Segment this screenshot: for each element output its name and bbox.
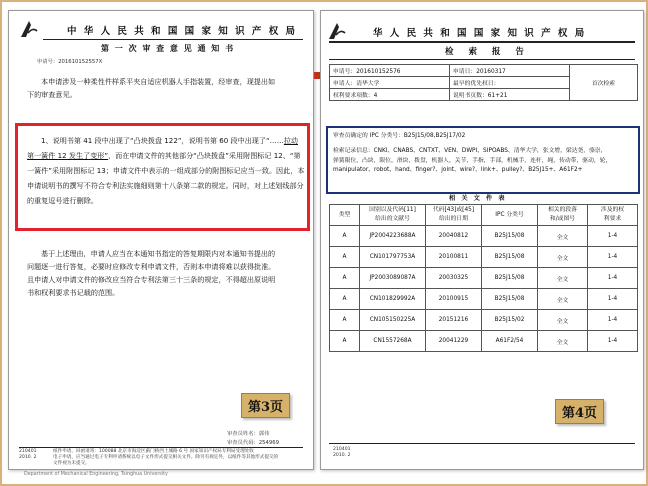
ipc-classification: 审查员确定的 IPC 分类号：B25J15/08,B25J17/02 — [333, 133, 466, 139]
table-row — [330, 331, 638, 352]
cell-paragraphs: 全文 — [538, 331, 588, 352]
cell-paragraphs: 全文 — [538, 289, 588, 310]
related-docs-header: 相 关 文 件 表 — [449, 195, 507, 202]
column-header: IPC 分类号 — [482, 205, 538, 226]
cell-claims: 1-4 — [588, 289, 638, 310]
cell-claims: 1-4 — [588, 268, 638, 289]
office-action-page — [8, 10, 314, 470]
search-record-line: manipulator、robot、hand、finger?、joint、wire?、link+、pulley?、B25J15+、A61F2+ — [333, 167, 583, 173]
cell-type: A — [330, 268, 360, 289]
table-row — [330, 289, 638, 310]
notice-line: 文件视为未提交。 — [53, 461, 90, 466]
intro-paragraph — [27, 75, 311, 101]
cell-spec-pages: 说明书页数：61+21 — [450, 89, 570, 101]
page-label-4: 第4页 — [555, 399, 604, 424]
column-header: 相关的段落 和/或图号 — [538, 205, 588, 226]
closing-line: 书和权利要求书记载的范围。 — [27, 288, 120, 297]
table-row — [330, 310, 638, 331]
cell-type: A — [330, 247, 360, 268]
cell-search-type: 首次检索 — [570, 65, 638, 101]
cell-doc-number: JP2003089087A — [360, 268, 426, 289]
footer-rule — [19, 447, 303, 448]
cell-paragraphs: 全文 — [538, 226, 588, 247]
form-date: 2010. 2 — [19, 455, 37, 460]
closing-paragraph — [27, 247, 311, 299]
closing-line: 且申请人对申请文件的修改应当符合专利法第三十三条的规定，不得超出原说明 — [27, 275, 276, 284]
cell-ipc: A61F2/54 — [482, 331, 538, 352]
table-header-row — [330, 205, 638, 226]
form-code: 210401 — [333, 447, 351, 452]
highlight-box-red — [15, 123, 310, 231]
page-label-3: 第3页 — [241, 393, 290, 418]
form-code-block — [19, 449, 37, 461]
cnipa-logo-icon — [19, 19, 39, 39]
table-row — [330, 226, 638, 247]
cell-claims-count: 权利要求项数：4 — [330, 89, 450, 101]
opinion-text-rest: ，而在申请文件的其他部分“凸块拨盘”采用附图标记 12、“第一簧件”采用附图标记 13；申请文件中表示的一组成部分的附图标记应当一致。因此，本申请说明书的撰写不符合专利法实施细则第十八条第二款的规定。同时，对上述划线部分的重复逗号进行删除。 — [27, 151, 305, 205]
examiner-code: 审查员代码：254969 — [227, 440, 280, 446]
underlined-passage: 拉动第一簧件 12 发生了变形” — [27, 136, 299, 160]
cell-ipc: B25J15/08 — [482, 268, 538, 289]
report-title: 检 索 报 告 — [445, 47, 530, 57]
org-title: 华 人 民 共 和 国 国 家 知 识 产 权 局 — [373, 28, 587, 39]
intro-line: 下的审查意见。 — [27, 90, 77, 99]
cnipa-logo-icon — [327, 21, 347, 41]
notice-line: 电子申请，应当通过电子专利申请系统以电子文件形式提交相关文件。除另有规定外，以纸件等其他形式提交的 — [53, 455, 279, 460]
header-rule — [43, 39, 303, 40]
cell-paragraphs: 全文 — [538, 268, 588, 289]
cell-ipc: B25J15/02 — [482, 310, 538, 331]
cell-date: 20030325 — [426, 268, 482, 289]
cell-date: 20151216 — [426, 310, 482, 331]
cell-claims: 1-4 — [588, 226, 638, 247]
cell-date: 20100915 — [426, 289, 482, 310]
cell-type: A — [330, 289, 360, 310]
department-caption: Department of Mechanical Engineering, Tsinghua University — [24, 472, 168, 477]
cell-date: 20041229 — [426, 331, 482, 352]
cell-type: A — [330, 310, 360, 331]
mailing-notice — [53, 449, 278, 467]
table-row — [330, 247, 638, 268]
org-title: 中 华 人 民 共 和 国 国 家 知 识 产 权 局 — [67, 26, 297, 37]
cell-claims: 1-4 — [588, 331, 638, 352]
cell-claims: 1-4 — [588, 247, 638, 268]
search-record-line: 弹簧限位，凸块，限位，滑块，拨盘，机器人，关节，手指，手部，机械手，连杆，绳，传动带，驱动，轮， — [333, 157, 612, 164]
closing-line: 问题逐一进行答复，必要时应修改专利申请文件，否则本申请将难以获得批准。 — [27, 262, 276, 271]
column-header: 代码[43]或[45] 给出的日期 — [426, 205, 482, 226]
cell-ipc: B25J15/08 — [482, 289, 538, 310]
cell-priority-date: 最早的优先权日： — [450, 77, 570, 89]
form-code: 210401 — [19, 449, 37, 454]
application-number: 申请号：201610152557X — [37, 59, 103, 65]
cell-paragraphs: 全文 — [538, 310, 588, 331]
cell-claims: 1-4 — [588, 310, 638, 331]
cell-date: 20100811 — [426, 247, 482, 268]
cell-type: A — [330, 226, 360, 247]
intro-line: 本申请涉及一种柔性件样系平夹自适应机器人手指装置，经审查，现提出如 — [41, 77, 276, 86]
title-rule — [329, 59, 635, 60]
table-row — [330, 65, 638, 77]
footer-rule — [329, 443, 635, 444]
search-record-line: 检索记录信息：CNKI、CNABS、CNTXT、VEN、DWPI、SIPOABS、清华大学，张文增，梁达尧，骆崇， — [333, 148, 607, 154]
cell-filing-date: 申请日：20160317 — [450, 65, 570, 77]
cell-date: 20040812 — [426, 226, 482, 247]
cell-doc-number: JP2004223688A — [360, 226, 426, 247]
cell-doc-number: CN101797753A — [360, 247, 426, 268]
table-row — [330, 268, 638, 289]
search-report-page — [320, 10, 644, 470]
form-code-block — [333, 447, 351, 459]
closing-line: 基于上述理由，申请人应当在本通知书指定的答复期限内对本通知书提出的 — [41, 249, 276, 258]
cell-paragraphs: 全文 — [538, 247, 588, 268]
cell-doc-number: CN1557268A — [360, 331, 426, 352]
cell-doc-number: CN105150225A — [360, 310, 426, 331]
cell-application-no: 申请号：201610152576 — [330, 65, 450, 77]
application-info-table — [329, 64, 638, 101]
related-documents-table — [329, 204, 638, 352]
cell-type: A — [330, 331, 360, 352]
notice-line: 纸件申请，回函请寄：100088 北京市海淀区蓟门桥西土城路 6 号 国家知识产权局专利局受理处收 — [53, 449, 254, 454]
cell-ipc: B25J15/08 — [482, 226, 538, 247]
cell-doc-number: CN101829992A — [360, 289, 426, 310]
cell-ipc: B25J15/08 — [482, 247, 538, 268]
cell-applicant: 申请人：清华大学 — [330, 77, 450, 89]
examiner-name: 审查员姓名：郭伟 — [227, 431, 270, 437]
header-rule — [329, 41, 635, 43]
form-date: 2010. 2 — [333, 453, 351, 458]
column-header: 涉及的权 利要求 — [588, 205, 638, 226]
highlight-box-blue — [326, 126, 640, 194]
doc-title: 第 一 次 审 查 意 见 通 知 书 — [101, 44, 235, 53]
opinion-text: 1、说明书第 41 段中出现了“凸块拨盘 122”，说明书第 60 段中出现了“…… — [41, 136, 284, 145]
column-header: 类型 — [330, 205, 360, 226]
column-header: 国别以及代码[11] 给出的文献号 — [360, 205, 426, 226]
